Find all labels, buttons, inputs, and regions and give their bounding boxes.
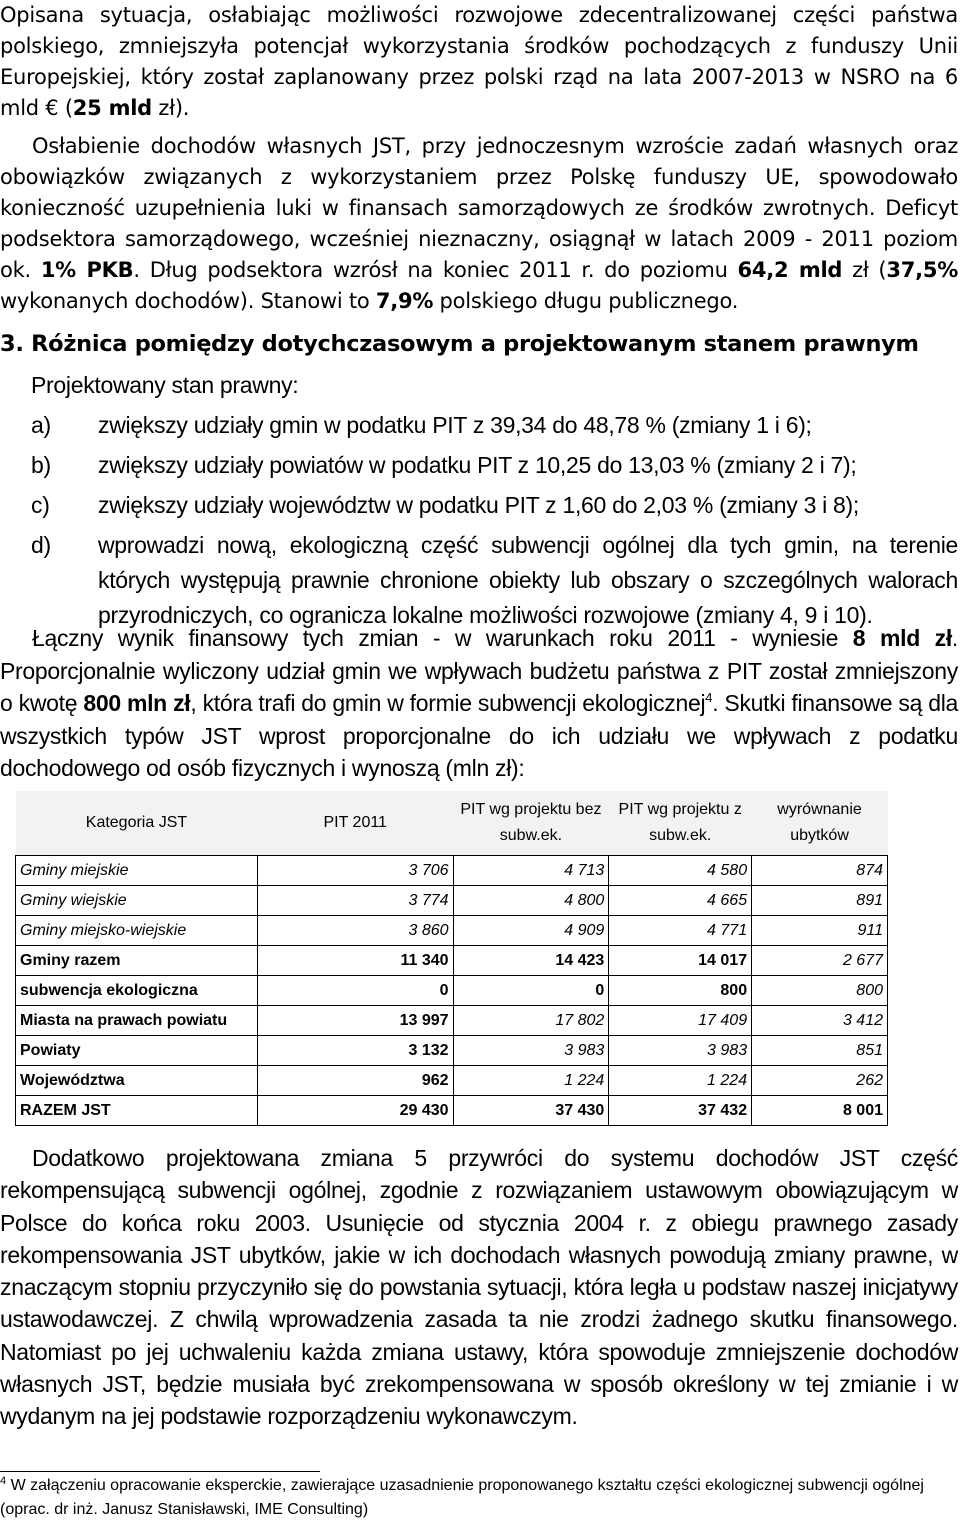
table-cell: 14 017 [609, 946, 752, 976]
table-cell: 17 409 [609, 1006, 752, 1036]
table-cell: 4 771 [609, 916, 752, 946]
section-heading: 3. Różnica pomiędzy dotychczasowym a projektowanym stanem prawnym [0, 331, 919, 357]
footnote: $^4$ W załączeniu opracowanie eksperckie, zawierające uzasadnienie proponowanego kształtu części ekologicznej subwencji ogólnej (oprac. dr inż. Janusz Stanisławski, IME Consulting) [0, 1475, 924, 1518]
table-cell: 4 909 [453, 916, 609, 946]
table-cell: 1 224 [609, 1066, 752, 1096]
column-header: PIT 2011 [257, 791, 453, 856]
table-cell: 29 430 [257, 1096, 453, 1126]
table-cell: 37 430 [453, 1096, 609, 1126]
table-row [16, 916, 888, 946]
paragraph-eu-funds: Opisana sytuacja, osłabiając możliwości rozwojowe zdecentralizowanej części państwa polskiego, zmniejszyła potencjał wykorzystania środków pochodzących z funduszy Unii Europejskiej, który został zaplanowany przez polski rząd na lata 2007-2013 w NSRO na 6 mld € (25 mld zł). [0, 3, 958, 120]
table-cell: Gminy razem [16, 946, 258, 976]
table-cell: 1 224 [453, 1066, 609, 1096]
table-cell: subwencja ekologiczna [16, 976, 258, 1006]
list-item: b) zwiększy udziały powiatów w podatku PIT z 10,25 do 13,03 % (zmiany 2 i 7); [31, 452, 857, 478]
table-cell: 800 [752, 976, 888, 1006]
table-cell: 874 [752, 856, 888, 886]
table-cell: 3 860 [257, 916, 453, 946]
table-cell: Gminy wiejskie [16, 886, 258, 916]
table-cell: 0 [453, 976, 609, 1006]
projected-intro: Projektowany stan prawny: [31, 372, 299, 398]
table-row [16, 856, 888, 886]
table-cell: Miasta na prawach powiatu [16, 1006, 258, 1036]
table-cell: 14 423 [453, 946, 609, 976]
table-cell: 3 412 [752, 1006, 888, 1036]
jst-finance-table [15, 791, 888, 1126]
table-cell: 891 [752, 886, 888, 916]
table-row [16, 1096, 888, 1126]
table-cell: 262 [752, 1066, 888, 1096]
table-cell: 3 132 [257, 1036, 453, 1066]
table-row [16, 1066, 888, 1096]
list-item: d) wprowadzi nową, ekologiczną część subwencji ogólnej dla tych gmin, na terenie których występują prawnie chronione obiekty lub obszary o szczególnych walorach przyrodniczych, co ogranicza lokalne możliwości rozwojowe (zmiany 4, 9 i 10). [31, 532, 958, 628]
table-cell: Powiaty [16, 1036, 258, 1066]
table-cell: 3 983 [453, 1036, 609, 1066]
table-row [16, 1036, 888, 1066]
footnote-divider [0, 1471, 320, 1472]
table-row [16, 1006, 888, 1036]
table-cell: 962 [257, 1066, 453, 1096]
table-cell: 4 580 [609, 856, 752, 886]
paragraph-financial-result: Łączny wynik finansowy tych zmian - w warunkach roku 2011 - wyniesie 8 mld zł. Proporcjonalnie wyliczony udział gmin we wpływach budżetu państwa z PIT został zmniejszony o kwotę 800 mln zł, która trafi do gmin w formie subwencji ekologicznej$^4$. Skutki finansowe są dla wszystkich typów JST wprost proporcjonalne do ich udziału we wpływach z podatku dochodowego od osób fizycznych i wynoszą (mln zł): [0, 625, 959, 781]
table-cell: 11 340 [257, 946, 453, 976]
table-cell: 800 [609, 976, 752, 1006]
table-cell: 851 [752, 1036, 888, 1066]
table-cell: 4 713 [453, 856, 609, 886]
column-header: PIT wg projektu bez subw.ek. [453, 791, 609, 856]
column-header: PIT wg projektu z subw.ek. [609, 791, 752, 856]
table-cell: RAZEM JST [16, 1096, 258, 1126]
table-cell: Województwa [16, 1066, 258, 1096]
column-header: wyrównanie ubytków [752, 791, 888, 856]
paragraph-debt: Osłabienie dochodów własnych JST, przy jednoczesnym wzroście zadań własnych oraz obowiązków związanych z wykorzystaniem przez Polskę funduszy UE, spowodowało konieczność uzupełnienia luki w finansach samorządowych ze środków zwrotnych. Deficyt podsektora samorządowego, wcześniej nieznaczny, osiągnął w latach 2009 - 2011 poziom ok. 1% PKB. Dług podsektora wzrósł na koniec 2011 r. do poziomu 64,2 mld zł (37,5% wykonanych dochodów). Stanowi to 7,9% polskiego długu publicznego. [0, 134, 958, 313]
table-row [16, 946, 888, 976]
table-row [16, 976, 888, 1006]
table-cell: 911 [752, 916, 888, 946]
table-cell: 3 706 [257, 856, 453, 886]
table-cell: 17 802 [453, 1006, 609, 1036]
paragraph-compensation: Dodatkowo projektowana zmiana 5 przywróci do systemu dochodów JST część rekompensującą subwencji ogólnej, zgodnie z rozwiązaniem ustawowym obowiązującym w Polsce do końca roku 2003. Usunięcie od stycznia 2004 r. z obiegu prawnego zasady rekompensowania JST ubytków, jakie w ich dochodach własnych powodują zmiany prawne, w znaczącym stopniu przyczyniło się do powstania sytuacji, która legła u podstaw naszej inicjatywy ustawodawczej. Z chwilą wprowadzenia zasada ta nie zrodzi żadnego skutku finansowego. Natomiast po jej uchwaleniu każda zmiana ustawy, która spowoduje zmniejszenie dochodów własnych JST, będzie musiała być zrekompensowana w sposób określony w tej zmianie i w wydanym na jej podstawie rozporządzeniu wykonawczym. [0, 1145, 958, 1430]
table-cell: 2 677 [752, 946, 888, 976]
list-item: c) zwiększy udziały województw w podatku PIT z 1,60 do 2,03 % (zmiany 3 i 8); [31, 492, 860, 518]
table-cell: 4 665 [609, 886, 752, 916]
change-list [31, 408, 958, 633]
table-cell: 8 001 [752, 1096, 888, 1126]
table-cell: 37 432 [609, 1096, 752, 1126]
table-header-row [16, 791, 888, 856]
table-row [16, 886, 888, 916]
table-cell: 13 997 [257, 1006, 453, 1036]
table-cell: Gminy miejskie [16, 856, 258, 886]
table-cell: 0 [257, 976, 453, 1006]
table-cell: Gminy miejsko-wiejskie [16, 916, 258, 946]
table-cell: 3 774 [257, 886, 453, 916]
table-cell: 4 800 [453, 886, 609, 916]
table-cell: 3 983 [609, 1036, 752, 1066]
list-item: a) zwiększy udziały gmin w podatku PIT z 39,34 do 48,78 % (zmiany 1 i 6); [31, 412, 812, 438]
column-header: Kategoria JST [16, 791, 258, 856]
